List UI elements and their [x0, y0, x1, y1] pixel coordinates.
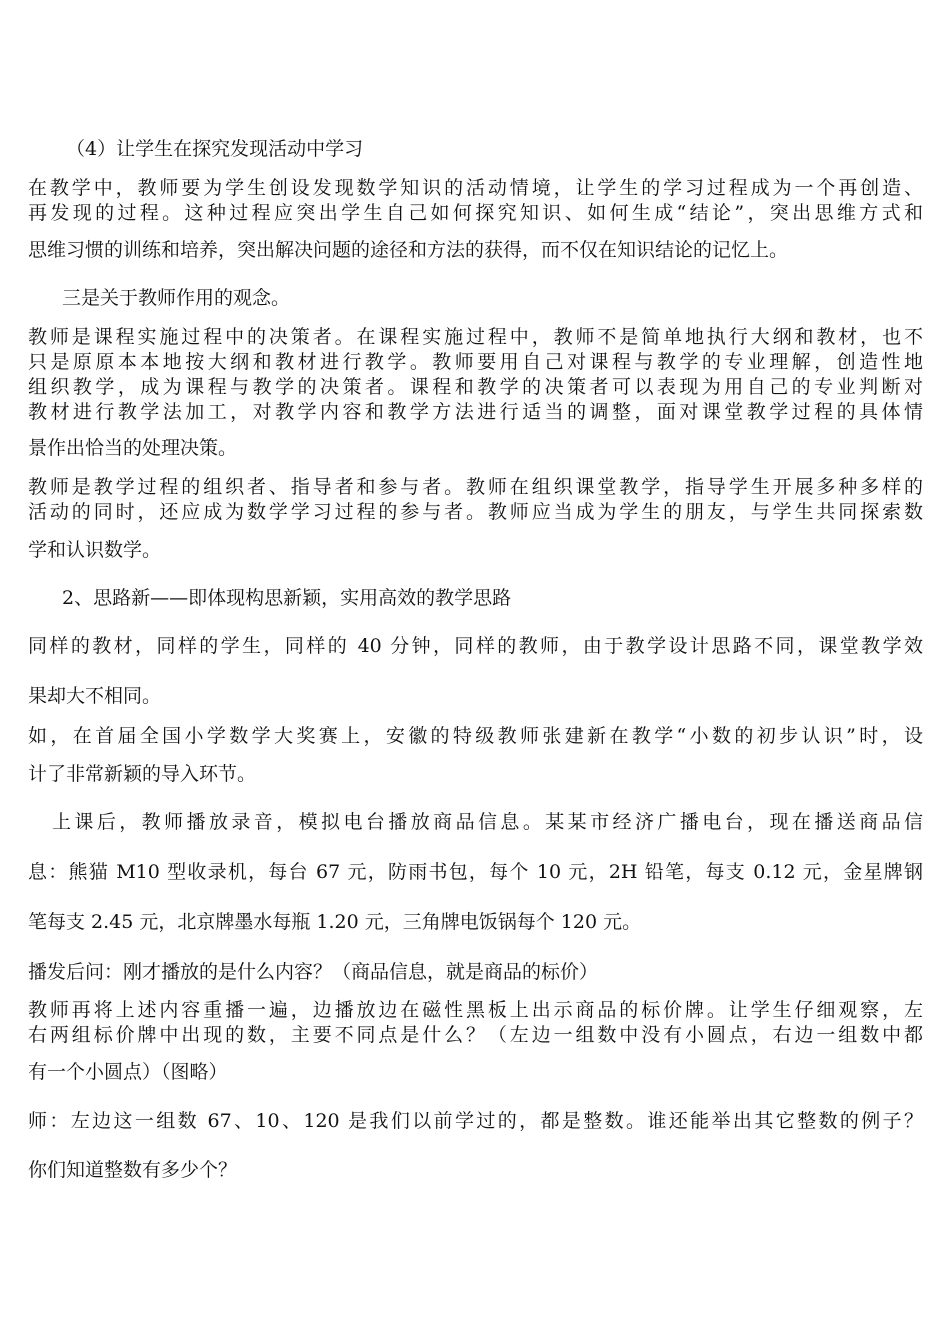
section-heading: 三是关于教师作用的观念。 — [62, 287, 291, 309]
paragraph-line: 只是原原本本地按大纲和教材进行教学。教师要用自己对课程与教学的专业理解，创造性地 — [28, 351, 923, 373]
paragraph-line: 思维习惯的训练和培养，突出解决问题的途径和方法的获得，而不仅在知识结论的记忆上。 — [28, 239, 789, 261]
paragraph-line: 上课后，教师播放录音，模拟电台播放商品信息。某某市经济广播电台，现在播送商品信 — [52, 811, 923, 833]
paragraph-line: 教师是教学过程的组织者、指导者和参与者。教师在组织课堂教学，指导学生开展多种多样的 — [28, 476, 923, 498]
paragraph-line: 组织教学，成为课程与教学的决策者。课程和教学的决策者可以表现为用自己的专业判断对 — [28, 376, 923, 398]
paragraph-line: 景作出恰当的处理决策。 — [28, 437, 238, 459]
paragraph-line: 计了非常新颖的导入环节。 — [28, 763, 257, 785]
paragraph-line: 教材进行教学法加工，对教学内容和教学方法进行适当的调整，面对课堂教学过程的具体情 — [28, 401, 923, 423]
paragraph-line: 果却大不相同。 — [28, 685, 162, 707]
paragraph-line: 学和认识数学。 — [28, 539, 162, 561]
paragraph-line: 你们知道整数有多少个？ — [28, 1159, 238, 1181]
subsection-heading: （4）让学生在探究发现活动中学习 — [66, 138, 364, 160]
paragraph-line: 右两组标价牌中出现的数，主要不同点是什么？（左边一组数中没有小圆点，右边一组数中都 — [28, 1024, 923, 1046]
paragraph-line: 在教学中，教师要为学生创设发现数学知识的活动情境，让学生的学习过程成为一个再创造、 — [28, 177, 923, 199]
paragraph-line: 如，在首届全国小学数学大奖赛上，安徽的特级教师张建新在教学“小数的初步认识”时，设 — [28, 725, 923, 747]
paragraph-line: 教师再将上述内容重播一遍，边播放边在磁性黑板上出示商品的标价牌。让学生仔细观察，左 — [28, 999, 923, 1021]
paragraph-line: 再发现的过程。这种过程应突出学生自己如何探究知识、如何生成“结论”，突出思维方式和 — [28, 202, 923, 224]
section-heading: 2、思路新——即体现构思新颖，实用高效的教学思路 — [62, 587, 512, 609]
paragraph-line: 活动的同时，还应成为数学学习过程的参与者。教师应当成为学生的朋友，与学生共同探索数 — [28, 501, 923, 523]
paragraph-line: 师：左边这一组数 67、10、120 是我们以前学过的，都是整数。谁还能举出其它整数的例子？ — [28, 1110, 923, 1132]
paragraph-line: 笔每支 2.45 元，北京牌墨水每瓶 1.20 元，三角牌电饭锅每个 120 元。 — [28, 911, 642, 933]
paragraph-line: 息：熊猫 M10 型收录机，每台 67 元，防雨书包，每个 10 元，2H 铅笔，每支 0.12 元，金星牌钢 — [28, 861, 923, 883]
paragraph-line: 播发后问：刚才播放的是什么内容？（商品信息，就是商品的标价） — [28, 961, 599, 983]
paragraph-line: 有一个小圆点）（图略） — [28, 1061, 228, 1083]
paragraph-line: 教师是课程实施过程中的决策者。在课程实施过程中，教师不是简单地执行大纲和教材，也不 — [28, 326, 923, 348]
paragraph-line: 同样的教材，同样的学生，同样的 40 分钟，同样的教师，由于教学设计思路不同，课堂教学效 — [28, 635, 923, 657]
